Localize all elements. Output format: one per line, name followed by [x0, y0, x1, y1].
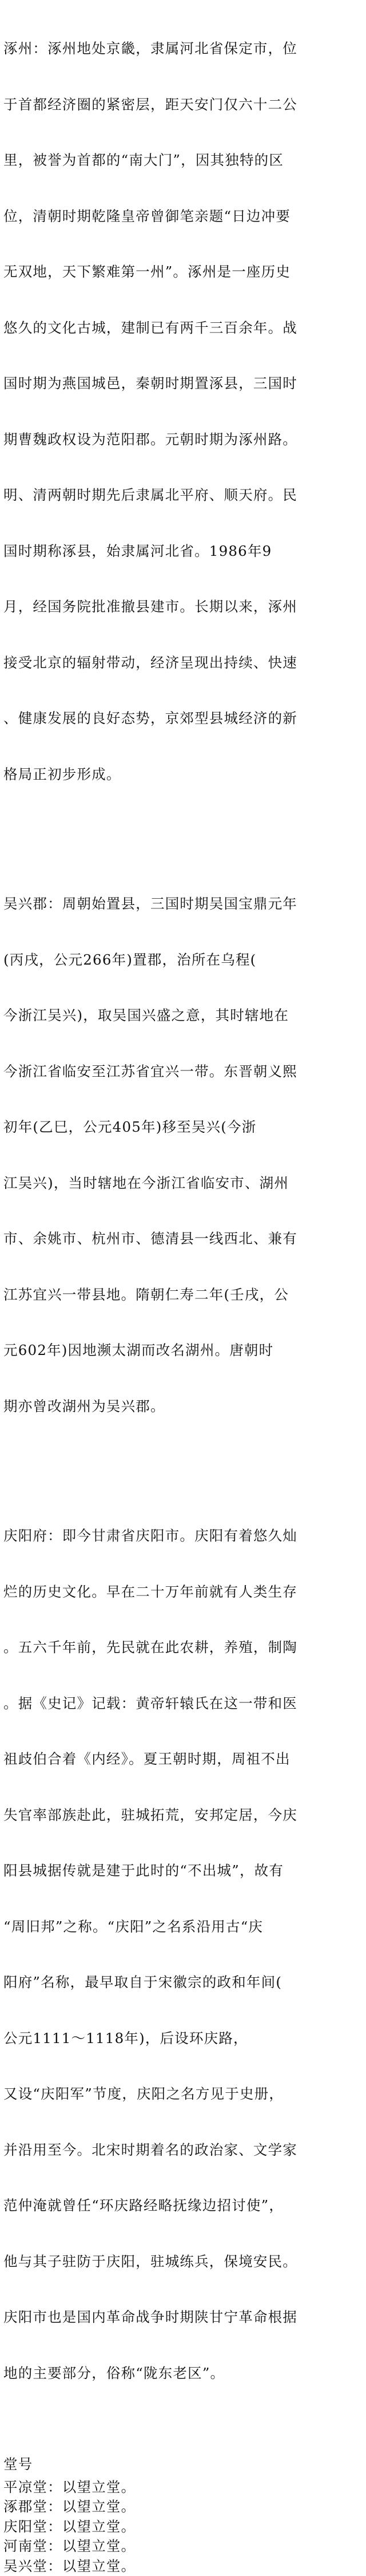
text-line: 范仲淹就曾任“环庆路经略抚缘边招讨使”， — [3, 2196, 361, 2215]
paragraph-qingyang — [3, 1490, 361, 2420]
text-line: (丙戌，公元266年)置郡，治所在乌程( — [3, 951, 361, 970]
text-line: 接受北京的辐射带动，经济呈现出持续、快速 — [3, 654, 361, 673]
text-line: 今浙江省临安至江苏省宜兴一带。东晋朝义熙 — [3, 1062, 361, 1081]
text-line: 里，被誉为首都的“南大门”，因其独特的区 — [3, 151, 361, 170]
text-line: 失官率部族赴此，驻城拓荒，安邦定居，今庆 — [3, 1806, 361, 1825]
text-line: 吴兴郡：周朝始置县，三国时期吴国宝鼎元年 — [3, 895, 361, 914]
list-item: 平凉堂：以望立堂。 — [3, 2478, 361, 2498]
text-line: 位，清朝时期乾隆皇帝曾御笔亲题“日边冲要 — [3, 207, 361, 226]
text-line: 、健康发展的良好态势，京郊型县城经济的新 — [3, 709, 361, 728]
paragraph-spacer — [3, 2420, 361, 2455]
text-line: 庆阳府：即今甘肃省庆阳市。庆阳有着悠久灿 — [3, 1527, 361, 1546]
hall-names-section — [3, 2455, 361, 2576]
paragraph-wuxing — [3, 858, 361, 1453]
text-line: “周旧邦”之称。“庆阳”之名系沿用古“庆 — [3, 1918, 361, 1937]
hall-list — [3, 2478, 361, 2576]
text-line: 阳县城据传就是建于此时的“不出城”，故有 — [3, 1862, 361, 1880]
list-item: 河南堂：以望立堂。 — [3, 2537, 361, 2557]
text-line: 阳府”名称，最早取自于宋徽宗的政和年间( — [3, 1973, 361, 1992]
text-line: 国时期为燕国城邑，秦朝时期置涿县，三国时 — [3, 374, 361, 393]
section-heading: 堂号 — [3, 2455, 361, 2474]
text-line: 。据《史记》记载：黄帝轩辕氏在这一带和医 — [3, 1694, 361, 1713]
text-line: 江苏宜兴一带县地。隋朝仁寿二年(壬戌，公 — [3, 1286, 361, 1305]
list-item: 吴兴堂：以望立堂。 — [3, 2557, 361, 2576]
text-line: 祖歧伯合着《内经》。夏王朝时期，周祖不出 — [3, 1750, 361, 1769]
text-line: 今浙江吴兴)，取吴国兴盛之意，其时辖地在 — [3, 1006, 361, 1025]
document — [3, 2, 361, 2576]
text-line: 国时期称涿县，始隶属河北省。1986年9 — [3, 542, 361, 561]
text-line: 江吴兴)，当时辖地在今浙江省临安市、湖州 — [3, 1174, 361, 1193]
paragraph-spacer — [3, 821, 361, 858]
text-line: 市、余姚市、杭州市、德清县一线西北、兼有 — [3, 1230, 361, 1249]
text-line: 月，经国务院批准撤县建市。长期以来，涿州 — [3, 598, 361, 617]
paragraph-zhuozhou — [3, 2, 361, 821]
list-item: 庆阳堂：以望立堂。 — [3, 2517, 361, 2537]
text-line: 他与其子驻防于庆阳，驻城练兵，保境安民。 — [3, 2253, 361, 2271]
text-line: 格局正初步形成。 — [3, 765, 361, 784]
text-line: 烂的历史文化。早在二十万年前就有人类生存 — [3, 1583, 361, 1602]
text-line: 悠久的文化古城，建制已有两千三百余年。战 — [3, 319, 361, 338]
paragraph-spacer — [3, 1453, 361, 1490]
text-line: 庆阳市也是国内革命战争时期陕甘宁革命根据 — [3, 2308, 361, 2327]
text-line: 公元1111～1118年)，后设环庆路， — [3, 2029, 361, 2048]
text-line: 并沿用至今。北宋时期着名的政治家、文学家 — [3, 2141, 361, 2160]
text-line: 元602年)因地濒太湖而改名湖州。唐朝时 — [3, 1341, 361, 1360]
text-line: 明、清两朝时期先后隶属北平府、顺天府。民 — [3, 486, 361, 505]
text-line: 涿州：涿州地处京畿，隶属河北省保定市，位 — [3, 39, 361, 58]
text-line: 期曹魏政权设为范阳郡。元朝时期为涿州路。 — [3, 430, 361, 449]
text-line: 期亦曾改湖州为吴兴郡。 — [3, 1397, 361, 1416]
text-line: 又设“庆阳军”节度，庆阳之名方见于史册， — [3, 2085, 361, 2104]
text-line: 地的主要部分，俗称“陇东老区”。 — [3, 2364, 361, 2383]
text-line: 无双地，天下繁难第一州”。涿州是一座历史 — [3, 263, 361, 282]
list-item: 涿郡堂：以望立堂。 — [3, 2497, 361, 2517]
text-line: 。五六千年前，先民就在此农耕，养殖，制陶 — [3, 1638, 361, 1657]
text-line: 于首都经济圈的紧密层，距天安门仅六十二公 — [3, 96, 361, 114]
text-line: 初年(乙巳，公元405年)移至吴兴(今浙 — [3, 1118, 361, 1137]
